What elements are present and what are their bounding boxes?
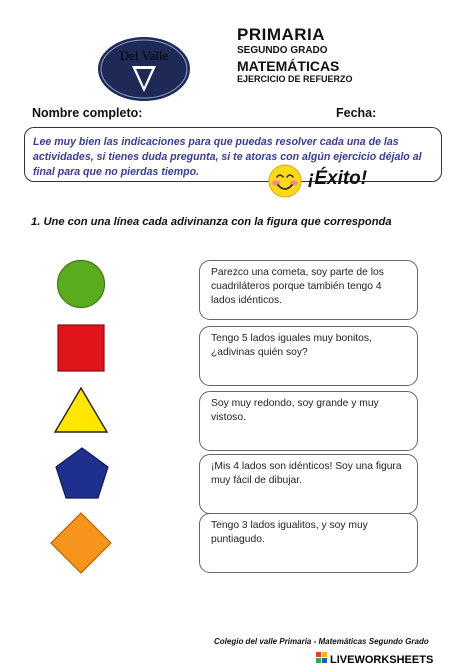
liveworksheets-text: LIVEWORKSHEETS (330, 654, 434, 666)
header-level: PRIMARIA (237, 25, 326, 44)
name-label: Nombre completo: (32, 106, 143, 120)
yellow-triangle-shape[interactable] (53, 386, 109, 434)
logo-text: Del Valle (119, 48, 169, 63)
orange-rhombus-shape[interactable] (50, 512, 112, 574)
green-circle-shape[interactable] (56, 259, 106, 309)
riddle-box-3[interactable]: Soy muy redondo, soy grande y muy vistoso. (199, 391, 418, 451)
riddle-box-2[interactable]: Tengo 5 lados iguales muy bonitos, ¿adivinas quién soy? (199, 326, 418, 386)
triangle-fill (55, 388, 107, 432)
question-1: 1. Une con una línea cada adivinanza con la figura que corresponda (31, 216, 392, 228)
riddle-box-5[interactable]: Tengo 3 lados igualitos, y soy muy puntiagudo. (199, 513, 418, 573)
riddle-box-4[interactable]: ¡Mis 4 lados son idénticos! Soy una figura muy fácil de dibujar. (199, 454, 418, 514)
header-subject: MATEMÁTICAS (237, 58, 340, 74)
school-logo (97, 36, 191, 102)
liveworksheets-logo (315, 650, 465, 668)
circle-fill (58, 261, 105, 308)
riddle-box-1[interactable]: Parezco una cometa, soy parte de los cuadriláteros porque también tengo 4 lados idénticos. (199, 260, 418, 320)
red-square-shape[interactable] (57, 324, 105, 372)
exito-text: ¡Éxito! (308, 168, 368, 189)
header-grade: SEGUNDO GRADO (237, 45, 328, 56)
header-type: EJERCICIO DE REFUERZO (237, 74, 353, 84)
blue-pentagon-shape[interactable] (54, 446, 110, 500)
rhombus-fill (51, 513, 111, 573)
square-fill (58, 325, 104, 371)
smiley-icon (267, 163, 303, 199)
footer-text: Colegio del valle Primaria - Matemáticas Segundo Grado (214, 637, 429, 646)
pentagon-fill (56, 448, 108, 498)
instructions-text: Lee muy bien las indicaciones para que puedas resolver cada una de las actividades, si tienes duda pregunta, si te atoras con algún ejercicio déjalo al final para que no pierdas tiempo. (33, 136, 422, 178)
date-label: Fecha: (336, 106, 377, 120)
